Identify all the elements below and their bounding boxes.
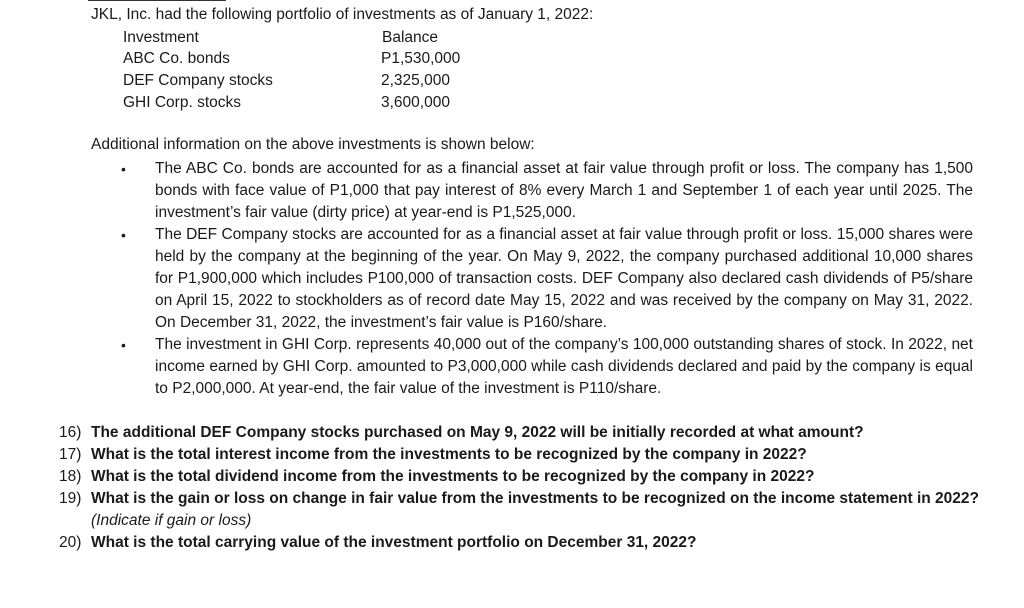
bullet-icon: • [121,161,126,177]
list-item [121,334,973,400]
bullet-text: The investment in GHI Corp. represents 40,000 out of the company’s 100,000 outstanding shares of stock. In 2022, net income earned by GHI Corp. amounted to P3,000,000 while cash dividends declared and paid by the company is equal to P2,000,000. At year-end, the fair value of the investment is P110/share. [155,336,973,397]
info-bullet-list [121,158,973,400]
bullet-icon: • [121,337,126,353]
header-balance: Balance [382,29,439,46]
additional-info-heading: Additional information on the above investments is shown below: [91,136,535,153]
question-text: What is the total carrying value of the investment portfolio on December 31, 2022? [91,534,697,551]
question-item [59,466,989,488]
investment-name: DEF Company stocks [123,72,273,89]
question-number: 16) [59,424,82,441]
investment-balance: 2,325,000 [381,72,450,89]
list-item [121,224,973,334]
question-item [59,488,989,532]
bullet-icon: • [121,227,126,243]
question-item [59,444,989,466]
question-text: What is the gain or loss on change in fair value from the investments to be recognized on the income statement in 2022? [91,490,979,507]
investment-name: ABC Co. bonds [123,50,230,67]
bullet-text: The ABC Co. bonds are accounted for as a financial asset at fair value through profit or loss. The company has 1,500 bonds with face value of P1,000 that pay interest of 8% every March 1 and September 1 of each year until 2025. The investment’s fair value (dirty price) at year-end is P1,525,000. [155,160,973,221]
question-item [59,532,989,554]
list-item [121,158,973,224]
investment-balance: 3,600,000 [381,94,450,111]
question-list [59,422,989,554]
question-number: 18) [59,468,82,485]
question-number: 19) [59,490,82,507]
header-investment: Investment [123,29,199,46]
investment-name: GHI Corp. stocks [123,94,241,111]
question-note: (Indicate if gain or loss) [91,512,252,529]
question-number: 17) [59,446,82,463]
investment-balance: P1,530,000 [381,50,461,67]
intro-text: JKL, Inc. had the following portfolio of investments as of January 1, 2022: [91,6,594,23]
question-number: 20) [59,534,82,551]
question-text: The additional DEF Company stocks purchased on May 9, 2022 will be initially recorded at what amount? [91,424,864,441]
question-text: What is the total interest income from the investments to be recognized by the company in 2022? [91,446,807,463]
top-rule [88,0,226,1]
question-text: What is the total dividend income from the investments to be recognized by the company in 2022? [91,468,815,485]
bullet-text: The DEF Company stocks are accounted for as a financial asset at fair value through profit or loss. 15,000 shares were held by the company at the beginning of the year. On May 9, 2022, the company purchased additional 10,000 shares for P1,900,000 which includes P100,000 of transaction costs. DEF Company also declared cash dividends of P5/share on April 15, 2022 to stockholders as of record date May 15, 2022 and was received by the company on May 31, 2022. On December 31, 2022, the investment’s fair value is P160/share. [155,226,973,331]
question-item [59,422,989,444]
